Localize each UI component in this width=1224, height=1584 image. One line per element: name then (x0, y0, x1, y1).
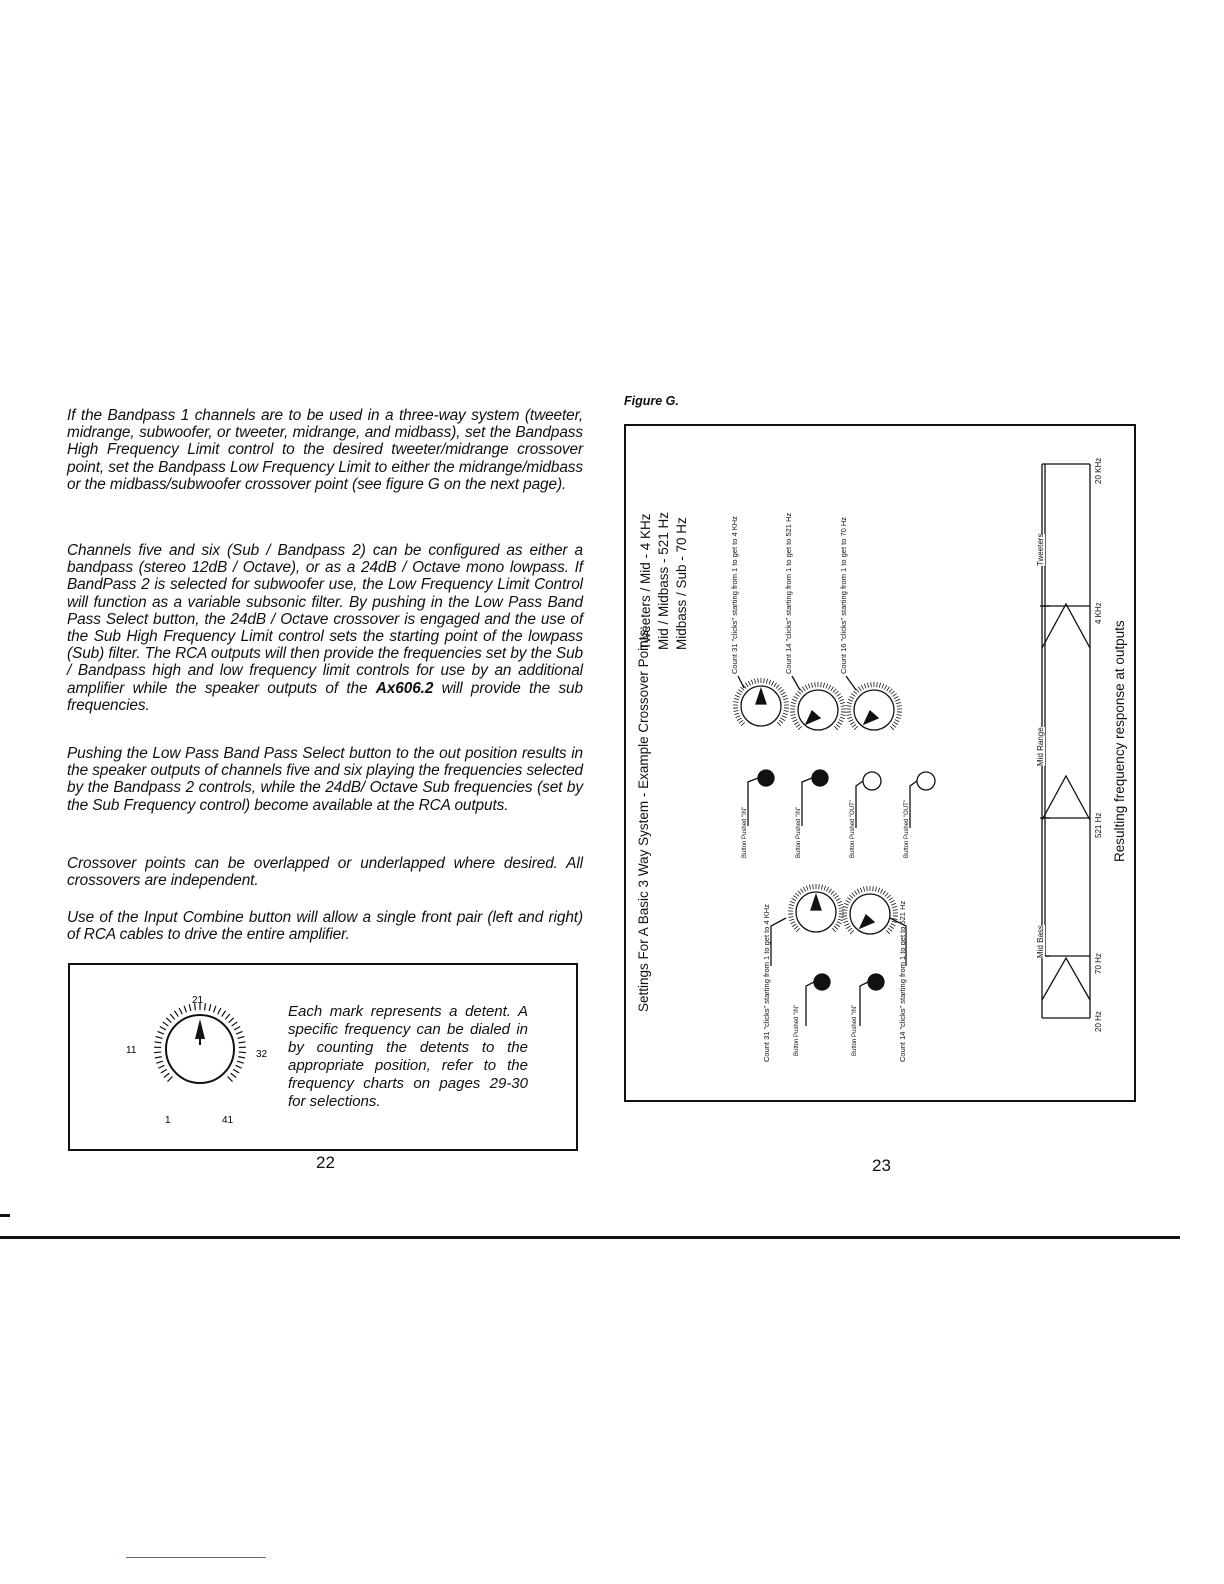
crossover-point-3: Midbass / Sub - 70 Hz (674, 517, 689, 650)
button-top-3 (856, 772, 881, 828)
button-label-4: Button Pushed "OUT" (904, 800, 910, 858)
knob-note-top-2: Count 14 "clicks" starting from 1 to get to 521 Hz (784, 512, 793, 674)
dial-label-bottom-left: 1 (165, 1115, 171, 1126)
freq-label-20khz: 20 KHz (1094, 457, 1103, 484)
freq-label-20hz: 20 Hz (1094, 1011, 1103, 1032)
button-label-bottom-1: Button Pushed "IN" (794, 1004, 800, 1056)
page-number-right: 23 (872, 1156, 891, 1175)
detent-explanation: Each mark represents a detent. A specific frequency can be dialed in by counting the detents to the appropriate position, refer to the frequency charts on pages 29-30 for selections. (288, 1003, 528, 1110)
model-name: Ax606.2 (375, 679, 434, 697)
band-label-mid-range: Mid Range (1036, 727, 1045, 766)
button-label-3: Button Pushed "OUT" (850, 800, 856, 858)
knob-note-top-3: Count 16 "clicks" starting from 1 to get to 70 Hz (839, 516, 848, 674)
button-label-bottom-2: Button Pushed "IN" (852, 1004, 858, 1056)
dial-label-bottom-right: 41 (222, 1115, 234, 1126)
paragraph-channels-five-six (67, 542, 583, 714)
knob-top-2 (798, 690, 838, 730)
dial-label-left: 11 (126, 1045, 137, 1056)
figure-g-box (624, 424, 1136, 1102)
button-label-2: Button Pushed "IN" (796, 806, 802, 858)
paragraph-low-pass-select: Pushing the Low Pass Band Pass Select button to the out position results in the speaker outputs of channels five and six playing the frequencies selected by the Bandpass 2 controls, while the 24dB/ Octave Sub frequencies (set by the Sub Frequency control) become available at the RCA outputs. (67, 745, 583, 814)
paragraph-channels-body: Channels five and six (Sub / Bandpass 2) can be configured as either a bandpass (stereo 12dB / Octave), or as a 24dB / Octave mono lowpass. If BandPass 2 is selected for subwoofer use, the Low Frequency Limit Control will function as a variable subsonic filter. By pushing in the Low Pass Band Pass Select button, the 24dB / Octave crossover is engaged and the use of the Sub High Frequency Limit control sets the starting point of the lowpass (Sub) filter. The RCA outputs will then provide the frequencies set by the Sub / Bandpass high and low frequency limit controls for use by an additional amplifier while the speaker outputs of the (67, 542, 583, 697)
knob-top-1 (741, 686, 781, 726)
freq-label-4khz: 4 KHz (1094, 602, 1103, 624)
paragraph-crossover-overlap: Crossover points can be overlapped or underlapped where desired. All crossovers are independent. (67, 855, 583, 890)
knob-bottom-1 (796, 892, 836, 932)
freq-label-70hz: 70 Hz (1094, 953, 1103, 974)
button-top-1 (748, 770, 774, 826)
band-label-tweeters: Tweeters (1036, 533, 1045, 566)
dial-label-right: 32 (256, 1049, 268, 1060)
button-bottom-2 (860, 974, 884, 1026)
blue-underline (126, 1557, 266, 1558)
knob-top-3 (854, 690, 894, 730)
button-top-2 (802, 770, 828, 826)
paragraph-three-way: If the Bandpass 1 channels are to be used in a three-way system (tweeter, midrange, subwoofer, or tweeter, midrange, and midbass), set the Bandpass High Frequency Limit control to the desired tweeter/midrange crossover point, set the Bandpass Low Frequency Limit to either the midrange/midbass or the midbass/subwoofer crossover point (see figure G on the next page). (67, 407, 583, 493)
dial-label-top: 21 (192, 995, 204, 1006)
freq-label-521hz: 521 Hz (1094, 812, 1103, 838)
button-bottom-1 (806, 974, 830, 1026)
knob-note-bottom-2: Count 14 "clicks" starting from 1 to get to 521 Hz (898, 900, 907, 1062)
knob-note-bottom-1: Count 31 "clicks" starting from 1 to get to 4 KHz (762, 904, 771, 1062)
detent-dial-diagram (110, 989, 280, 1139)
detent-info-box (68, 963, 578, 1151)
response-caption: Resulting frequency response at outputs (1112, 620, 1127, 862)
crossover-point-1: Tweeters / Mid - 4 KHz (638, 513, 653, 650)
button-top-4 (910, 772, 935, 828)
figure-g-graphics (626, 426, 1134, 1100)
figure-title: Settings For A Basic 3 Way System - Example Crossover Points: (636, 626, 651, 1012)
band-label-mid-bass: Mid Bass (1036, 925, 1045, 958)
knob-note-top-1: Count 31 "clicks" starting from 1 to get to 4 KHz (730, 516, 739, 674)
crossover-point-2: Mid / Midbass - 521 Hz (656, 511, 671, 650)
paragraph-input-combine: Use of the Input Combine button will allow a single front pair (left and right) of RCA cables to drive the entire amplifier. (67, 909, 583, 944)
paragraph-channels-tail: will provide the sub frequencies. (67, 679, 583, 714)
footer-dash (0, 1214, 10, 1217)
button-label-1: Button Pushed "IN" (742, 806, 748, 858)
page-number-left: 22 (316, 1153, 335, 1172)
knob-bottom-2 (850, 894, 890, 934)
frequency-response-diagram (1040, 464, 1090, 1018)
footer-rule (0, 1236, 1180, 1239)
figure-caption: Figure G. (624, 394, 679, 408)
